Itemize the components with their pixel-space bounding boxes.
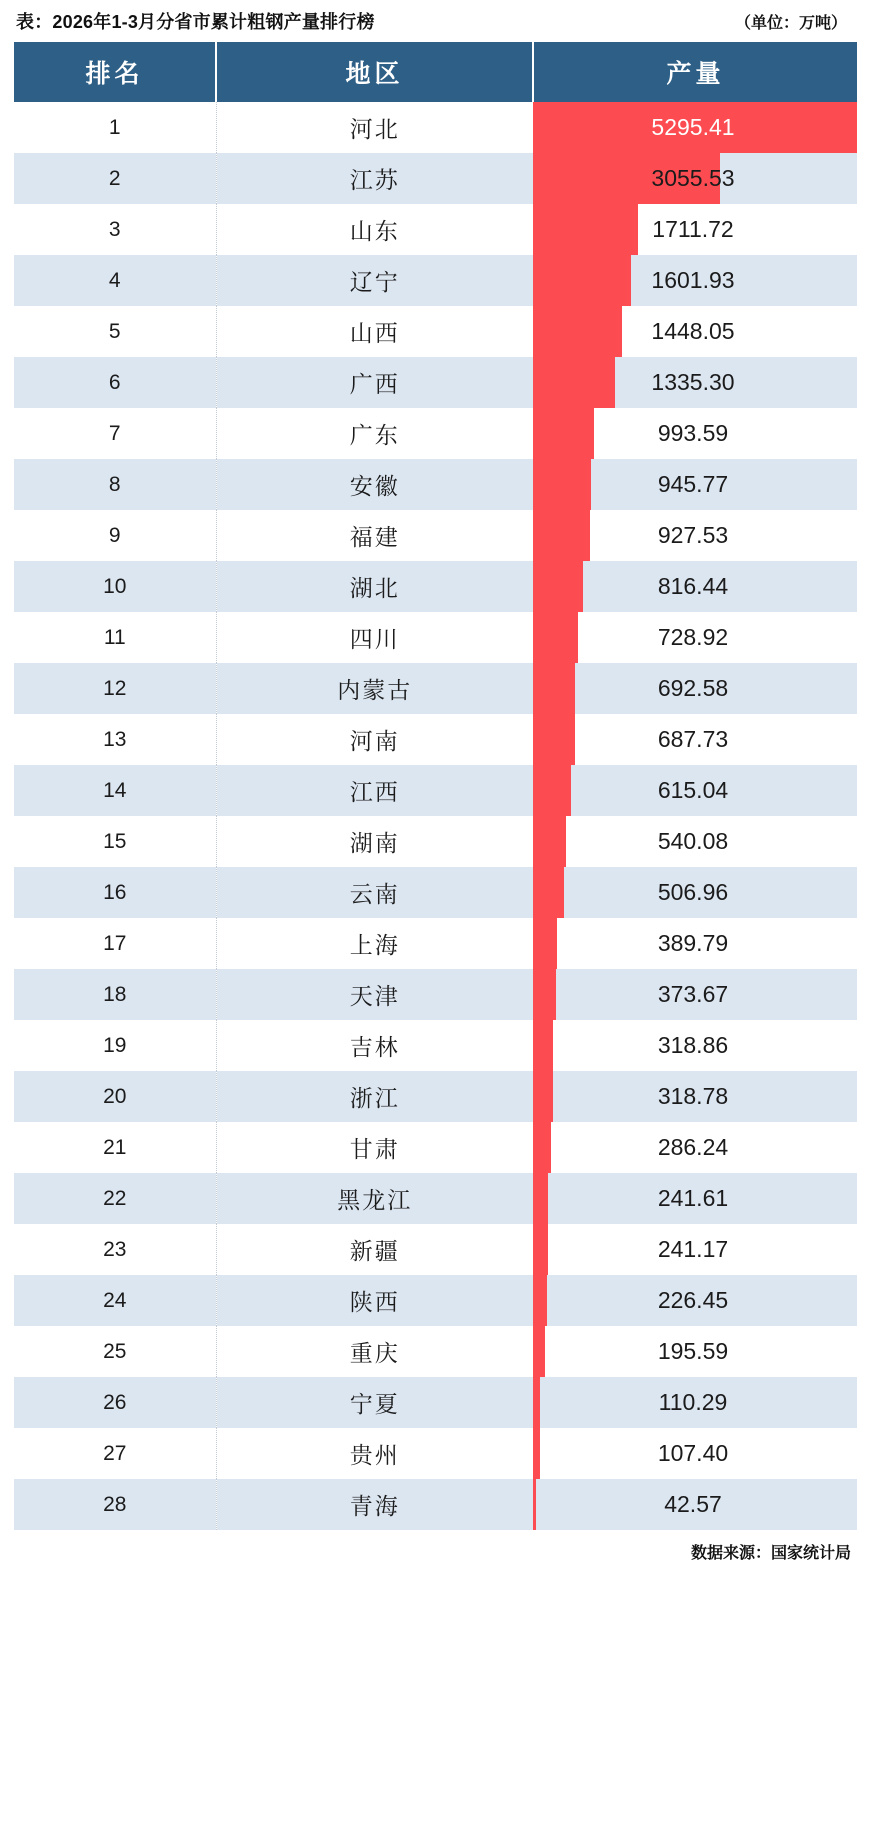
bar-cell: [533, 561, 857, 612]
table-row: [14, 1428, 857, 1479]
cell-rank: 15: [14, 816, 216, 867]
bar-value-label: 3055.53: [651, 165, 735, 191]
cell-output: [533, 1275, 857, 1326]
bar-value-label: 318.78: [657, 1083, 729, 1109]
cell-rank: 5: [14, 306, 216, 357]
cell-region: 云南: [216, 867, 533, 918]
bar-value-label: 1335.30: [651, 369, 735, 395]
cell-region: 宁夏: [216, 1377, 533, 1428]
cell-region: 甘肃: [216, 1122, 533, 1173]
cell-rank: 3: [14, 204, 216, 255]
cell-output: [533, 969, 857, 1020]
cell-rank: 11: [14, 612, 216, 663]
table-row: [14, 714, 857, 765]
table-row: [14, 765, 857, 816]
table-row: [14, 1071, 857, 1122]
table-footer-row: [14, 1530, 857, 1572]
bar-value-label: 110.29: [658, 1389, 728, 1415]
bar-value-label: 195.59: [657, 1338, 729, 1364]
cell-region: 广东: [216, 408, 533, 459]
bar-value-label: 993.59: [657, 420, 729, 446]
column-header-output: 产量: [533, 42, 857, 102]
cell-region: 湖南: [216, 816, 533, 867]
bar-cell: [533, 1173, 857, 1224]
cell-output: [533, 357, 857, 408]
cell-region: 重庆: [216, 1326, 533, 1377]
table-row: [14, 1173, 857, 1224]
bar-cell: [533, 1326, 857, 1377]
bar-cell: [533, 102, 857, 153]
cell-region: 安徽: [216, 459, 533, 510]
bar-cell: [533, 816, 857, 867]
cell-output: [533, 1326, 857, 1377]
cell-output: [533, 1377, 857, 1428]
cell-rank: 2: [14, 153, 216, 204]
cell-rank: 20: [14, 1071, 216, 1122]
cell-region: 黑龙江: [216, 1173, 533, 1224]
unit-label: （单位：万吨）: [734, 14, 847, 32]
bar-cell: [533, 204, 857, 255]
cell-output: [533, 510, 857, 561]
cell-region: 福建: [216, 510, 533, 561]
cell-rank: 7: [14, 408, 216, 459]
cell-rank: 10: [14, 561, 216, 612]
table-row: [14, 918, 857, 969]
bar-value-label: 286.24: [657, 1134, 729, 1160]
bar-value-label: 241.61: [657, 1185, 729, 1211]
bar-cell: [533, 1122, 857, 1173]
bar-value-label: 107.40: [657, 1440, 729, 1466]
cell-output: [533, 102, 857, 153]
bar-value-label: 692.58: [657, 675, 729, 701]
bar-cell: [533, 1275, 857, 1326]
cell-output: [533, 255, 857, 306]
bar-cell: [533, 1377, 857, 1428]
cell-region: 吉林: [216, 1020, 533, 1071]
bar-cell: [533, 459, 857, 510]
table-row: [14, 306, 857, 357]
table-row: [14, 102, 857, 153]
cell-rank: 27: [14, 1428, 216, 1479]
data-source-label: 数据来源：国家统计局: [690, 1544, 851, 1562]
cell-region: 辽宁: [216, 255, 533, 306]
column-header-region: 地区: [216, 42, 533, 102]
cell-region: 内蒙古: [216, 663, 533, 714]
cell-output: [533, 1173, 857, 1224]
cell-output: [533, 765, 857, 816]
bar-value-label: 5295.41: [651, 114, 735, 140]
cell-output: [533, 1071, 857, 1122]
cell-region: 新疆: [216, 1224, 533, 1275]
table-row: [14, 204, 857, 255]
bar-cell: [533, 510, 857, 561]
cell-rank: 13: [14, 714, 216, 765]
bar-value-label: 1448.05: [651, 318, 735, 344]
table-row: [14, 408, 857, 459]
cell-output: [533, 918, 857, 969]
cell-rank: 18: [14, 969, 216, 1020]
table-row: [14, 867, 857, 918]
cell-region: 河北: [216, 102, 533, 153]
cell-region: 江苏: [216, 153, 533, 204]
bar-cell: [533, 765, 857, 816]
bar-cell: [533, 612, 857, 663]
bar-cell: [533, 1071, 857, 1122]
bar-value-label: 540.08: [657, 828, 729, 854]
bar-value-label: 389.79: [657, 930, 729, 956]
cell-region: 四川: [216, 612, 533, 663]
cell-rank: 4: [14, 255, 216, 306]
cell-output: [533, 459, 857, 510]
cell-output: [533, 1224, 857, 1275]
bar-cell: [533, 357, 857, 408]
bar-value-label: 226.45: [657, 1287, 729, 1313]
cell-region: 贵州: [216, 1428, 533, 1479]
bar-value-label: 687.73: [657, 726, 729, 752]
cell-output: [533, 1428, 857, 1479]
cell-rank: 1: [14, 102, 216, 153]
table-row: [14, 663, 857, 714]
bar-value-label: 241.17: [657, 1236, 729, 1262]
cell-region: 陕西: [216, 1275, 533, 1326]
cell-output: [533, 663, 857, 714]
bar-cell: [533, 255, 857, 306]
bar-cell: [533, 1224, 857, 1275]
bar-cell: [533, 867, 857, 918]
cell-region: 湖北: [216, 561, 533, 612]
table-row: [14, 1122, 857, 1173]
cell-output: [533, 612, 857, 663]
bar-value-label: 1711.72: [652, 216, 734, 242]
ranking-table: [14, 42, 857, 1530]
cell-rank: 6: [14, 357, 216, 408]
cell-rank: 9: [14, 510, 216, 561]
cell-output: [533, 867, 857, 918]
cell-rank: 14: [14, 765, 216, 816]
cell-region: 河南: [216, 714, 533, 765]
cell-output: [533, 1122, 857, 1173]
cell-region: 江西: [216, 765, 533, 816]
cell-rank: 16: [14, 867, 216, 918]
cell-rank: 8: [14, 459, 216, 510]
cell-output: [533, 561, 857, 612]
table-body: [14, 102, 857, 1530]
table-header-row: [14, 42, 857, 102]
table-row: [14, 1275, 857, 1326]
page-title: 表：2026年1-3月分省市累计粗钢产量排行榜: [16, 12, 375, 32]
bar-value-label: 506.96: [657, 879, 729, 905]
bar-value-label: 927.53: [657, 522, 729, 548]
bar-value-label: 728.92: [657, 624, 729, 650]
cell-output: [533, 408, 857, 459]
bar-cell: [533, 969, 857, 1020]
cell-output: [533, 1020, 857, 1071]
table-row: [14, 1224, 857, 1275]
cell-rank: 23: [14, 1224, 216, 1275]
table-row: [14, 1479, 857, 1530]
table-row: [14, 510, 857, 561]
table-header: [14, 42, 857, 102]
bar-cell: [533, 408, 857, 459]
table-row: [14, 612, 857, 663]
table-row: [14, 561, 857, 612]
bar-value-label: 1601.93: [651, 267, 735, 293]
bar-cell: [533, 1479, 857, 1530]
cell-rank: 22: [14, 1173, 216, 1224]
table-title-row: [14, 0, 857, 42]
table-row: [14, 153, 857, 204]
bar-value-label: 318.86: [657, 1032, 729, 1058]
cell-output: [533, 204, 857, 255]
table-row: [14, 255, 857, 306]
table-row: [14, 1326, 857, 1377]
table-row: [14, 1020, 857, 1071]
table-row: [14, 969, 857, 1020]
cell-region: 广西: [216, 357, 533, 408]
cell-region: 浙江: [216, 1071, 533, 1122]
cell-rank: 21: [14, 1122, 216, 1173]
bar-cell: [533, 918, 857, 969]
cell-rank: 12: [14, 663, 216, 714]
bar-value-label: 42.57: [664, 1491, 722, 1517]
table-row: [14, 1377, 857, 1428]
bar-cell: [533, 663, 857, 714]
cell-rank: 28: [14, 1479, 216, 1530]
bar-value-label: 373.67: [657, 981, 729, 1007]
bar-value-label: 615.04: [657, 777, 729, 803]
cell-region: 山西: [216, 306, 533, 357]
bar-cell: [533, 714, 857, 765]
cell-output: [533, 816, 857, 867]
cell-output: [533, 1479, 857, 1530]
table-row: [14, 459, 857, 510]
cell-rank: 26: [14, 1377, 216, 1428]
bar-cell: [533, 306, 857, 357]
table-row: [14, 816, 857, 867]
cell-rank: 25: [14, 1326, 216, 1377]
bar-value-label: 945.77: [657, 471, 729, 497]
cell-region: 山东: [216, 204, 533, 255]
cell-output: [533, 153, 857, 204]
bar-value-label: 816.44: [657, 573, 729, 599]
cell-region: 天津: [216, 969, 533, 1020]
cell-region: 青海: [216, 1479, 533, 1530]
cell-region: 上海: [216, 918, 533, 969]
bar-cell: [533, 1020, 857, 1071]
cell-rank: 17: [14, 918, 216, 969]
table-row: [14, 357, 857, 408]
bar-cell: [533, 1428, 857, 1479]
bar-cell: [533, 153, 857, 204]
column-header-rank: 排名: [14, 42, 216, 102]
cell-rank: 19: [14, 1020, 216, 1071]
cell-output: [533, 714, 857, 765]
cell-rank: 24: [14, 1275, 216, 1326]
cell-output: [533, 306, 857, 357]
